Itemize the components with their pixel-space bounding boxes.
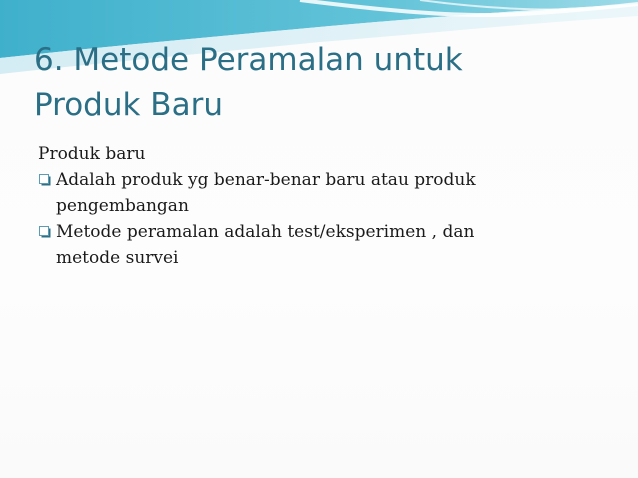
bullet-item	[38, 219, 578, 271]
bullet-line-2: metode survei	[56, 248, 179, 268]
hollow-square-bullet-icon	[39, 174, 51, 186]
slide-body	[38, 141, 578, 271]
bullet-line-2: pengembangan	[56, 196, 189, 216]
body-intro-text: Produk baru	[38, 144, 146, 164]
bullet-line-1: Metode peramalan adalah test/eksperimen , dan	[56, 222, 475, 242]
slide-title-line-2: Produk Baru	[34, 87, 223, 123]
slide-title-line-1: 6. Metode Peramalan untuk	[34, 42, 463, 78]
bullet-line-1: Adalah produk yg benar-benar baru atau produk	[56, 170, 476, 190]
bullet-item	[38, 167, 578, 219]
bullet-list	[38, 167, 578, 271]
slide-title	[34, 38, 554, 128]
hollow-square-bullet-icon	[39, 226, 51, 238]
